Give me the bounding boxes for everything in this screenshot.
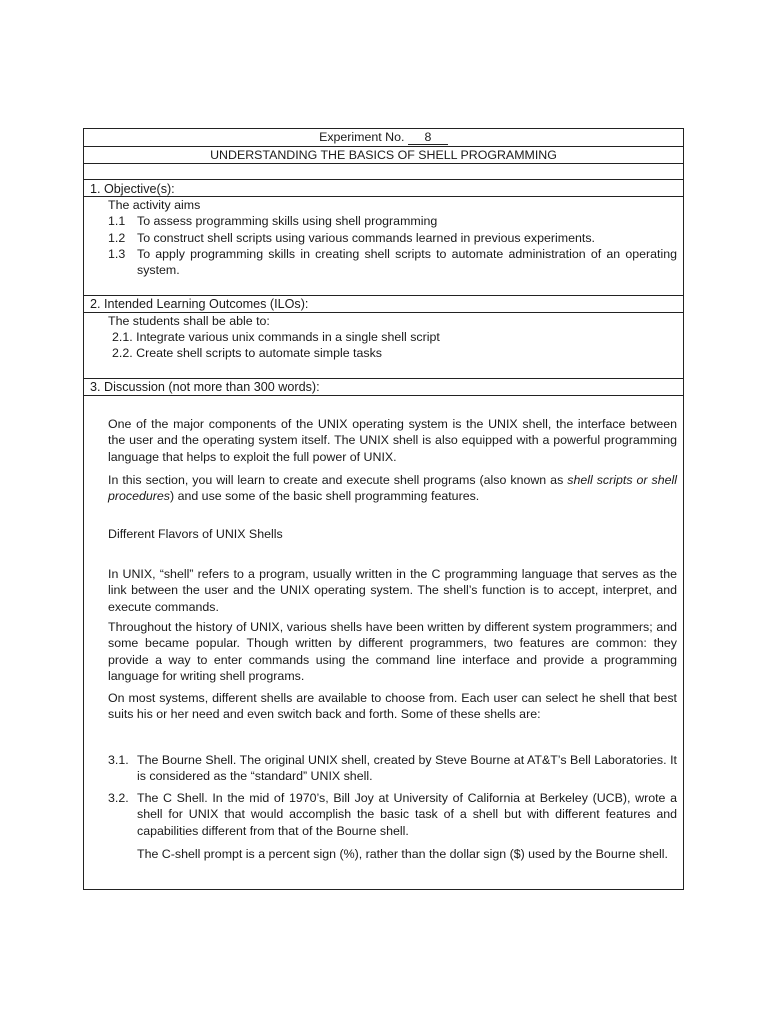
c-shell-note: The C-shell prompt is a percent sign (%), rather than the dollar sign ($) used by the Bourne shell. <box>137 847 668 861</box>
discussion-heading: 3. Discussion (not more than 300 words): <box>90 380 320 394</box>
experiment-number-line <box>84 129 683 146</box>
shell-number: 3.2. <box>108 791 129 805</box>
divider <box>84 179 683 180</box>
objective-number: 1.1 <box>108 214 126 228</box>
ilo-text: Integrate various unix commands in a single shell script <box>136 330 440 344</box>
ilo-number: 2.1. <box>112 330 133 344</box>
paragraph-text: In this section, you will learn to create and execute shell programs (also known as <box>108 473 568 487</box>
shell-number: 3.1. <box>108 753 129 767</box>
experiment-label: Experiment No. <box>319 130 405 144</box>
objectives-intro: The activity aims <box>108 198 201 212</box>
objective-number: 1.2 <box>108 231 126 245</box>
experiment-number: 8 <box>408 131 448 145</box>
divider <box>84 163 683 164</box>
shell-text: The C Shell. In the mid of 1970’s, Bill Joy at University of California at Berkeley (UCB), wrote a shell for UNIX that would accomplish the basic task of a shell but with different features and capabilities different from that of the Bourne shell. <box>137 791 677 838</box>
ilo-item <box>112 329 440 345</box>
ilos-heading: 2. Intended Learning Outcomes (ILOs): <box>90 297 309 311</box>
discussion-paragraph: One of the major components of the UNIX operating system is the UNIX shell, the interface between the user and the operating system itself. The UNIX shell is also equipped with a powerful programming language that helps to exploit the full power of UNIX. <box>108 417 677 464</box>
emphasis-text: shell scripts or shell procedures <box>108 473 677 504</box>
section-subheading: Different Flavors of UNIX Shells <box>108 527 283 541</box>
objective-text: To construct shell scripts using various commands learned in previous experiments. <box>137 231 595 245</box>
objectives-heading: 1. Objective(s): <box>90 182 175 196</box>
ilo-number: 2.2. <box>112 346 133 360</box>
ilos-intro: The students shall be able to: <box>108 314 270 328</box>
ilo-item <box>112 345 382 361</box>
ilo-text: Create shell scripts to automate simple tasks <box>136 346 382 360</box>
objective-text: To assess programming skills using shell programming <box>137 214 438 228</box>
shell-text: The Bourne Shell. The original UNIX shell, created by Steve Bourne at AT&T’s Bell Laboratories. It is considered as the “standard” UNIX shell. <box>137 753 677 784</box>
paragraph-text: ) and use some of the basic shell programming features. <box>170 489 480 504</box>
discussion-paragraph: On most systems, different shells are available to choose from. Each user can select he shell that best suits his or her need and even switch back and forth. Some of these shells are: <box>108 691 677 722</box>
discussion-paragraph <box>108 472 677 505</box>
discussion-paragraph: Throughout the history of UNIX, various shells have been written by different system programmers; and some became popular. Though written by different programmers, two features are common: they provide a way to enter commands using the command line interface and provide a programming language for writing shell programs. <box>108 620 677 684</box>
divider <box>84 395 683 396</box>
objective-text: To apply programming skills in creating shell scripts to automate administration of an operating system. <box>137 247 677 278</box>
experiment-title: UNDERSTANDING THE BASICS OF SHELL PROGRAMMING <box>210 148 557 162</box>
discussion-paragraph: In UNIX, “shell” refers to a program, usually written in the C programming language that serves as the link between the user and the UNIX operating system. The shell’s function is to accept, interpret, and execute commands. <box>108 567 677 614</box>
objective-number: 1.3 <box>108 247 126 261</box>
experiment-sheet <box>83 128 684 890</box>
